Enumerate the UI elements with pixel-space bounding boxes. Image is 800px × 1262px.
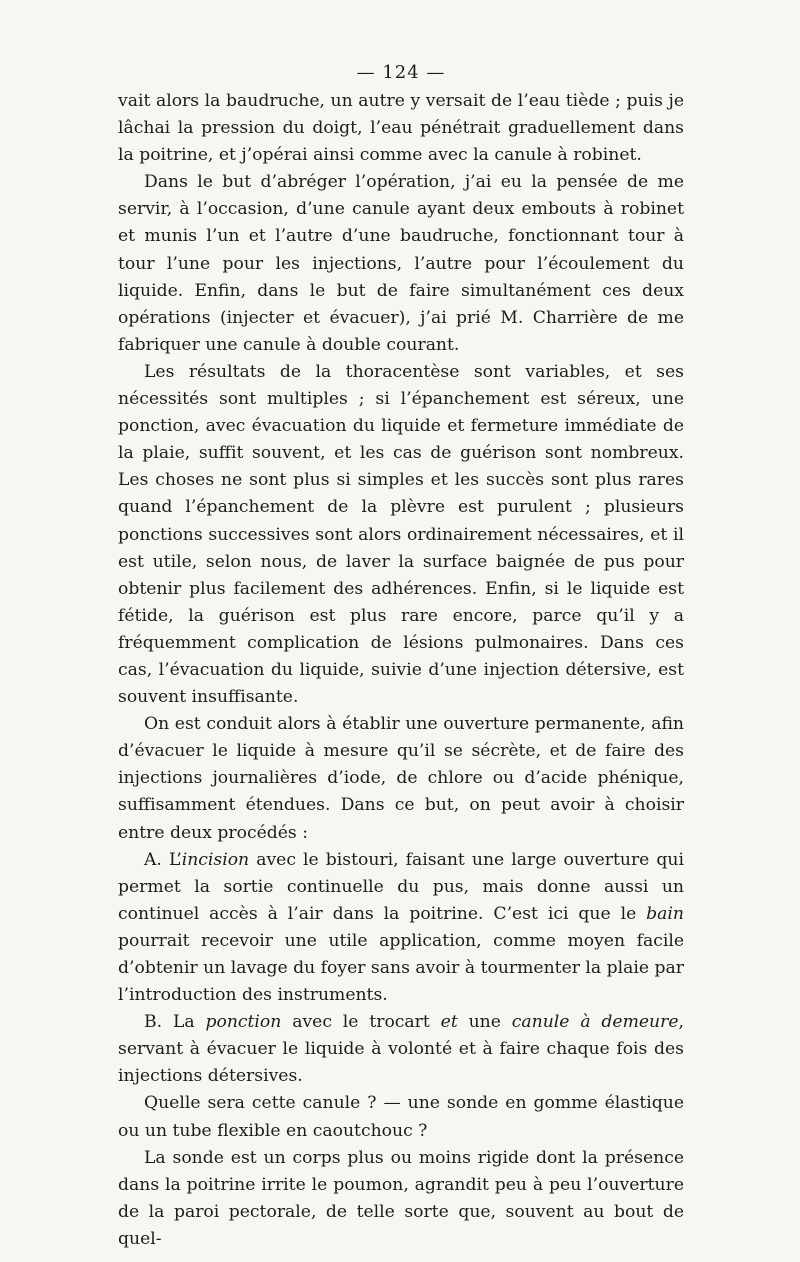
paragraph-4: On est conduit alors à établir une ouverture permanente, afin d’évacuer le liquide à mesure qu’il se sécrète, et de faire des injections journalières d’iode, de chlore ou d’acide phénique, suffisamment étendues. Dans ce but, on peut avoir à choisir entre deux procédés :: [118, 714, 684, 843]
paragraph-5-term: incision: [181, 849, 250, 870]
paragraph-8: La sonde est un corps plus ou moins rigide dont la présence dans la poitrine irrite le poumon, agrandit peu à peu l’ouverture de la paroi pectorale, de telle sorte que, souvent au bout de quel-: [118, 1147, 684, 1249]
paragraph-6-text-b: une: [457, 1012, 512, 1033]
book-page: [118, 58, 684, 1253]
paragraph-5-text-b: pourrait recevoir une utile application, comme moyen facile d’obtenir un lavage du foyer sans avoir à tourmenter la plaie par l’introduction des instruments.: [118, 930, 684, 1006]
paragraph-6: [118, 1009, 684, 1090]
page-number: — 124 —: [356, 62, 446, 83]
paragraph-5-text-a: avec le bistouri, faisant une large ouverture qui permet la sortie continuelle du pus, mais donne aussi un continuel accès à l’air dans la poitrine. C’est ici que le: [118, 849, 684, 924]
paragraph-7: Quelle sera cette canule ? — une sonde en gomme élastique ou un tube flexible en caoutchouc ?: [118, 1093, 684, 1141]
paragraph-6-text-a: avec le trocart: [281, 1012, 441, 1033]
paragraph-6-text-c: , servant à évacuer le liquide à volonté et à faire chaque fois des injections détersives.: [118, 1012, 684, 1087]
paragraph-6-term: ponction: [205, 1012, 282, 1033]
paragraph-6-label: B. La: [144, 1012, 206, 1033]
paragraph-1: vait alors la baudruche, un autre y versait de l’eau tiède ; puis je lâchai la pression du doigt, l’eau pénétrait graduellement dans la poitrine, et j’opérai ainsi comme avec la canule à robinet.: [118, 91, 684, 166]
paragraph-3: Les résultats de la thoracentèse sont variables, et ses nécessités sont multiples ; si l’épanchement est séreux, une ponction, avec évacuation du liquide et fermeture immédiate de la plaie, suffit souvent, et les cas de guérison sont nombreux. Les choses ne sont plus si simples et les succès sont plus rares quand l’épanchement de la plèvre est purulent ; plusieurs ponctions successives sont alors ordinairement nécessaires, et il est utile, selon nous, de laver la surface baignée de pus pour obtenir plus facilement des adhérences. Enfin, si le liquide est fétide, la guérison est plus rare encore, parce qu’il y a fréquemment complication de lésions pulmonaires. Dans ces cas, l’évacuation du liquide, suivie d’une injection détersive, est souvent insuffisante.: [118, 361, 684, 708]
paragraph-2: Dans le but d’abréger l’opération, j’ai eu la pensée de me servir, à l’occasion, d’une canule ayant deux embouts à robinet et munis l’un et l’autre d’une baudruche, fonctionnant tour à tour l’une pour les injections, l’autre pour l’écoulement du liquide. Enfin, dans le but de faire simultanément ces deux opérations (injecter et évacuer), j’ai prié M. Charrière de me fabriquer une canule à double courant.: [118, 172, 684, 355]
paragraph-6-term2: et: [440, 1012, 458, 1033]
paragraph-5-label: A. L’: [144, 849, 182, 870]
paragraph-5-term2: bain: [646, 903, 684, 924]
paragraph-6-term3: canule à demeure: [511, 1012, 679, 1033]
paragraph-5: [118, 847, 684, 1010]
